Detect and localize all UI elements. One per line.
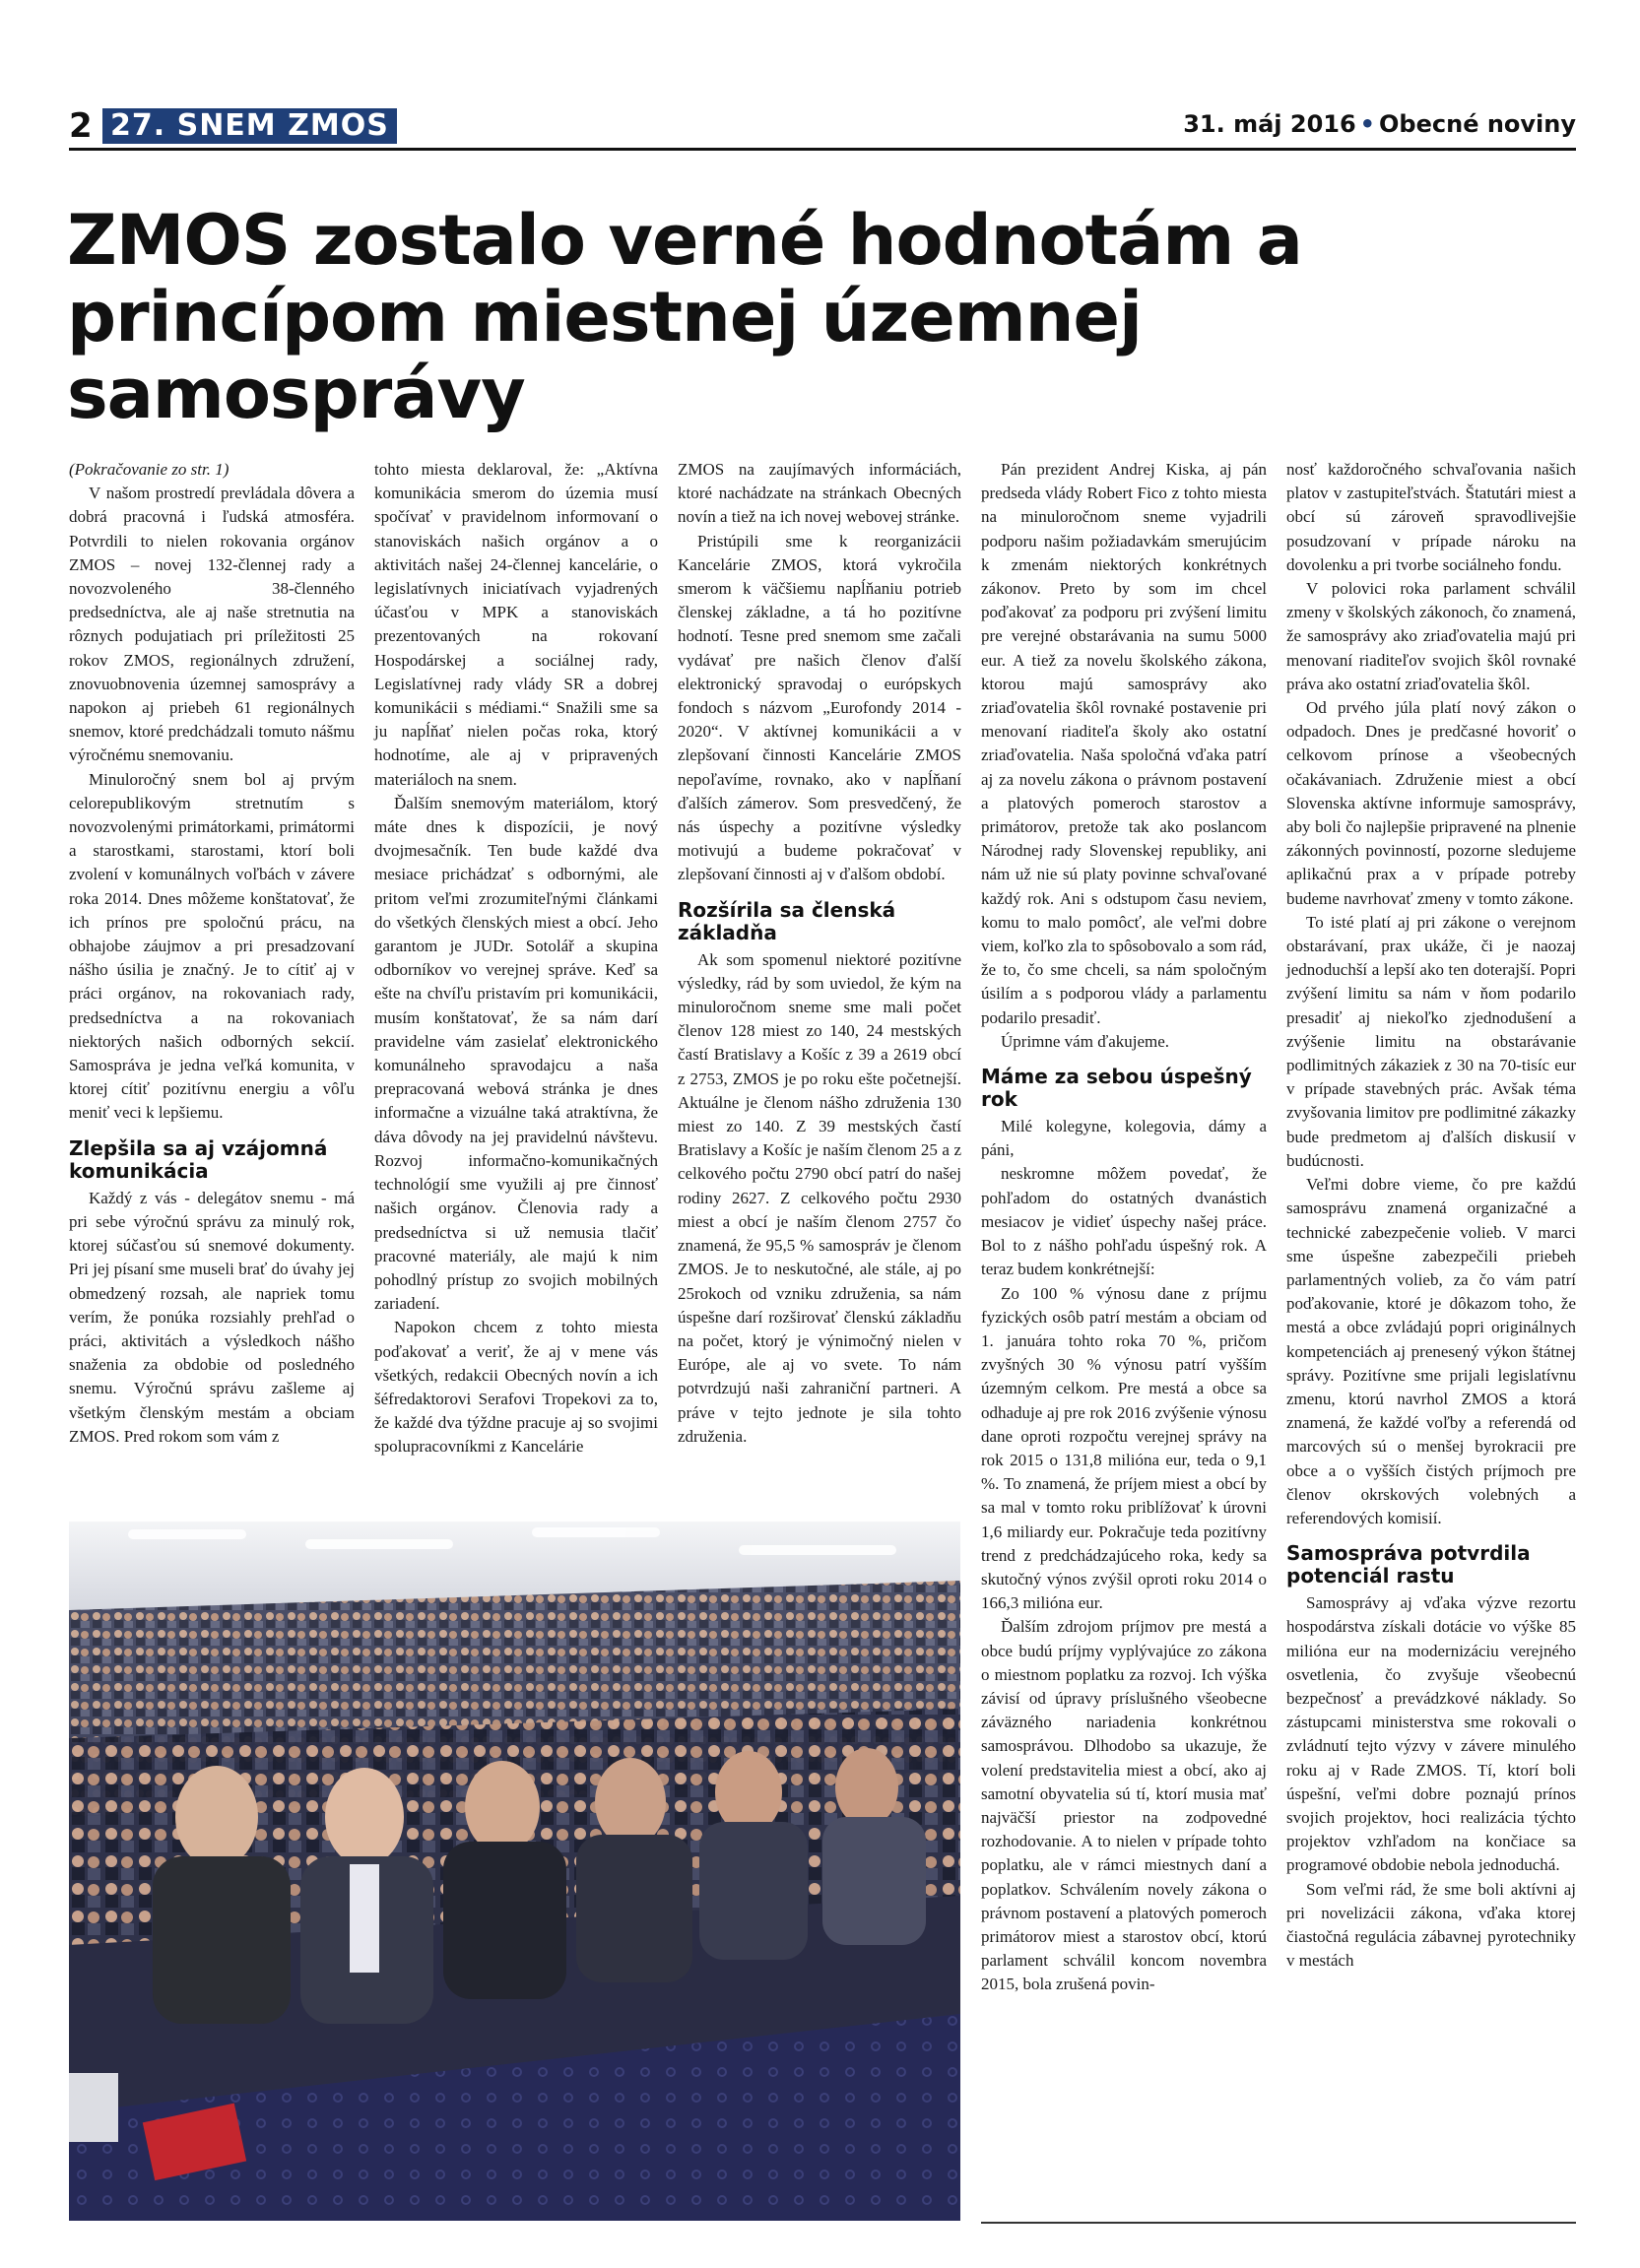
column-4 bbox=[981, 458, 1267, 1997]
subheading: Samospráva potvrdila potenciál rastu bbox=[1286, 1541, 1531, 1588]
publication-name: Obecné noviny bbox=[1379, 110, 1576, 138]
paragraph: nosť každoročného schvaľovania našich platov v zastupiteľstvách. Štatutári miest a obcí sú zároveň spravodlivejšie posudzovaní v prípade nároku na dovolenku a pri tvorbe sociálneho fondu. bbox=[1286, 460, 1576, 574]
paragraph: Pristúpili sme k reorganizácii Kancelárie ZMOS, ktorá vykročila smerom k väčšiemu napĺňaniu potrieb členskej základne, a tá ho pozitívne hodnotí. Tesne pred snemom sme začali vydávať pre našich členov ďalší elektronický spravodaj o európskych fondoch s názvom „Eurofondy 2014 - 2020“. V aktívnej komunikácii a v zlepšovaní činnosti Kancelárie ZMOS nepoľavíme, rovnako, ako v napĺňaní ďalších zámerov. Som presvedčený, že nás úspechy a pozitívne výsledky motivujú a budeme pokračovať v zlepšovaní činnosti aj v ďalšom období. bbox=[678, 531, 961, 884]
paragraph: Som veľmi rád, že sme boli aktívni aj pri novelizácii zákona, vďaka ktorej čiastočná regulácia zábavnej pyrotechniky v mestách bbox=[1286, 1879, 1576, 1971]
section-label: 27. SNEM ZMOS bbox=[102, 108, 397, 144]
paragraph: V polovici roka parlament schválil zmeny v školských zákonoch, čo znamená, že samosprávy ako zriaďovatelia majú pri menovaní riaditeľov svojich škôl rovnaké práva ako ostatní zriaďovatelia škôl. bbox=[1286, 579, 1576, 693]
paragraph: Veľmi dobre vieme, čo pre každú samosprávu znamená organizačné a technické zabezpečenie volieb. V marci sme úspešne zabezpečili priebeh parlamentných volieb, za čo vám patrí poďakovanie, ktoré je dôkazom toho, že mestá a obce zvládajú popri originálnych kompetenciách aj prenesený výkon štátnej správy. Pozitívne sme prijali legislatívnu zmenu, ktorú navrhol ZMOS a ktorá znamená, že každé voľby a referendá od marcových sú o menšej byrokracii pre obce a o vyšších čistých príjmoch pre členov okrskových volebných a referendových komisií. bbox=[1286, 1175, 1576, 1527]
column-1 bbox=[69, 458, 355, 1449]
column-3 bbox=[678, 458, 961, 1449]
paragraph: Napokon chcem z tohto miesta poďakovať a veriť, že aj v mene vás všetkých, redakcii Obecných novín a ich šéfredaktorovi Serafovi Tropekovi za to, že každé dva týždne pracuje aj so svojimi spolupracovníkmi z Kancelárie bbox=[374, 1318, 658, 1457]
paragraph: Úprimne vám ďakujeme. bbox=[1001, 1031, 1170, 1051]
paragraph: Ak som spomenul niektoré pozitívne výsledky, rád by som uviedol, že kým na minuloročnom sneme sme mali počet členov 128 miest zo 140, 24 mestských častí Bratislavy a Košíc z 39 a 2619 obcí z 2753, ZMOS je po roku ešte početnejší. Aktuálne je členom nášho združenia 130 miest zo 140. Z 39 mestských častí Bratislavy a Košíc je naším členom 25 a z celkového počtu 2790 obcí patrí do našej rodiny 2627. Z celkového počtu 2930 miest a obcí je naším členom 2757 čo znamená, že 95,5 % samospráv je členom ZMOS. Je to neskutočné, ale stále, aj po 25rokoch od vzniku združenia, sa nám úspešne darí rozširovať členskú základňu na počet, ktorý je výnimočný nielen v Európe, ale aj vo svete. To nám potvrdzujú naši zahraniční partneri. A práve v tejto jednote je sila tohto združenia. bbox=[678, 949, 961, 1446]
continuation-note: (Pokračovanie zo str. 1) bbox=[69, 460, 230, 479]
header-rule bbox=[69, 148, 1576, 151]
subheading: Zlepšila sa aj vzájomná komunikácia bbox=[69, 1135, 328, 1183]
column-5 bbox=[1286, 458, 1576, 1973]
header-dateline bbox=[1183, 110, 1576, 138]
column-2 bbox=[374, 458, 658, 1459]
page-number: 2 bbox=[69, 106, 93, 146]
article-title: ZMOS zostalo verné hodnotám a princípom miestnej územnej samosprávy bbox=[67, 200, 1302, 434]
paragraph: ZMOS na zaujímavých informáciách, ktoré nachádzate na stránkach Obecných novín a tiež na ich novej webovej stránke. bbox=[678, 460, 961, 527]
paragraph: Ďalším zdrojom príjmov pre mestá a obce budú príjmy vyplývajúce zo zákona o miestnom poplatku za rozvoj. Ich výška závisí od úpravy príslušného všeobecne záväzného nariadenia konkrétnou samosprávou. Dlhodobo sa ukazuje, že volení predstavitelia miest a obcí, ako aj samotní obyvatelia sú tí, ktorí musia mať najväčší priestor na zodpovedné rozhodovanie. A to nielen v prípade tohto poplatku, ale v rámci miestnych daní a poplatkov. Schválením novely zákona o právnom postavení a platových pomeroch primátorov miest a starostov obcí, ktorú parlament schválil koncom novembra 2015, bola zrušená povin- bbox=[981, 1617, 1267, 1994]
paragraph: Minuloročný snem bol aj prvým celorepublikovým stretnutím s novozvolenými primátorkami, primátormi a starostkami, starostami, ktorí boli zvolení v komunálnych voľbách v závere roka 2014. Dnes môžeme konštatovať, že ich prínos pre spoločnú prácu, na obhajobe záujmov a pri presadzovaní nášho úsilia je značný. Je to cítiť aj v práci orgánov, na rokovaniach rady, predsedníctva a na rokovaniach niektorých našich odborných sekcií. Samospráva je jedna veľká komunita, v ktorej cítiť pozitívnu energiu a vôľu meniť veci k lepšiemu. bbox=[69, 769, 355, 1123]
column-bottom-rule bbox=[981, 2222, 1576, 2224]
photo-illustration bbox=[69, 1522, 960, 2221]
subheading: Rozšírila sa členská základňa bbox=[678, 897, 896, 944]
paragraph: Samosprávy aj vďaka výzve rezortu hospodárstva získali dotácie vo výške 85 milióna eur na modernizáciu verejného osvetlenia, čo zvyšuje všeobecnú bezpečnosť a prevádzkové náklady. So zástupcami ministerstva sme rokovali o zvládnutí tejto výzvy v závere minulého roku aj v Rade ZMOS. Tí, ktorí boli úspešní, veľmi dobre poznajú prínos svojich projektov, hoci realizácia týchto projektov vzhľadom na končiace sa programové obdobie nebola jednoduchá. bbox=[1286, 1593, 1576, 1875]
paragraph: Zo 100 % výnosu dane z príjmu fyzických osôb patrí mestám a obciam od 1. januára tohto roka 70 %, pričom zvyšných 30 % výnosu patrí vyšším územným celkom. Pre mestá a obce sa odhaduje aj pre rok 2016 zvýšenie výnosu dane oproti rozpočtu verejnej správy na rok 2015 o 131,8 milióna eur, teda o 9,1 %. To znamená, že príjem miest a obcí by sa mal v tomto roku priblížovať k úrovni 1,6 miliardy eur. Pokračuje teda pozitívny trend z predchádzajúceho roka, kedy sa skutočný výnos zvýšil oproti roku 2014 o 166,3 milióna eur. bbox=[981, 1283, 1267, 1613]
issue-date: 31. máj 2016 bbox=[1183, 110, 1356, 138]
page-header bbox=[69, 106, 1576, 146]
bullet-separator: • bbox=[1359, 110, 1376, 138]
paragraph: To isté platí aj pri zákone o verejnom obstarávaní, prax ukáže, či je naozaj jednoduchší a lepší ako ten doterajší. Popri zvýšení limitu sa nám v ňom podarilo presadiť aj niekoľko zjednodušení a zvýšenie limitu na obstarávanie podlimitných zákaziek z 30 na 70-tisíc eur v prípade stavebných prác. Avšak téma zvyšovania limitov pre podlimitné zákazky bude predmetom aj ďalších diskusií v budúcnosti. bbox=[1286, 912, 1576, 1170]
paragraph: Ďalším snemovým materiálom, ktorý máte dnes k dispozícii, je nový dvojmesačník. Ten bude každé dva mesiace prichádzať s odbornými, ale pritom veľmi zrozumiteľnými článkami do všetkých členských miest a obcí. Jeho garantom je JUDr. Sotolář a skupina odborníkov vo verejnej správe. Keď sa ešte na chvíľu pristavím pri komunikácii, musím konštatovať, že sa nám darí pravidelne vám zasielať elektronického komunálneho spravodajcu a naša prepracovaná webová stránka je dnes informačne a vizuálne taká atraktívna, že dáva dôvody na jej pravidelnú návštevu. Rozvoj informačno-komunikačných technológií sme využili aj pre činnosť našich orgánov. Členovia rady a predsedníctva si už nemusia tlačiť pracovné materiály, ale majú k nim pohodlný prístup zo svojich mobilných zariadení. bbox=[374, 793, 658, 1314]
paragraph: Od prvého júla platí nový zákon o odpadoch. Dnes je predčasné hovoriť o celkovom prínose a všeobecných očakávaniach. Združenie miest a obcí Slovenska aktívne informuje samosprávy, aby boli čo najlepšie pripravené na plnenie zákonných povinností, pozorne sledujeme aplikačnú prax a v prípade potreby budeme navrhovať zmeny v tomto zákone. bbox=[1286, 698, 1576, 908]
paragraph: tohto miesta deklaroval, že: „Aktívna komunikácia smerom do územia musí spočívať v pravidelnom informovaní o stanoviskách našich orgánov a o aktivitách našej 24-člennej kancelárie, o legislatívnych iniciatívach vyjadrených účasťou v MPK a stanoviskách prezentovaných na rokovaní Hospodárskej a sociálnej rady, Legislatívnej rady vlády SR a dobrej komunikácii s médiami.“ Snažili sme sa ju napĺňať nielen počas roka, ktorý hodnotíme, ale aj v pripravených materiáloch na snem. bbox=[374, 460, 658, 789]
paragraph: Každý z vás - delegátov snemu - má pri sebe výročnú správu za minulý rok, ktorej súčasťou sú snemové dokumenty. Pri jej písaní sme museli brať do úvahy jej obmedzený rozsah, ale napriek tomu verím, že ponúka rozsiahly prehľad o práci, aktivitách a výsledkoch nášho snaženia za obdobie od posledného snemu. Výročnú správu zašleme aj všetkým členským mestám a obciam ZMOS. Pred rokom som vám z bbox=[69, 1188, 355, 1446]
paragraph: Pán prezident Andrej Kiska, aj pán predseda vlády Robert Fico z tohto miesta na minuloročnom sneme vyjadrili podporu našim požiadavkám smerujúcim k zmenám niektorých konkrétnych zákonov. Preto by som im chcel poďakovať za podporu pri zvýšení limitu pre verejné obstarávania na sumu 5000 eur. A tiež za novelu školského zákona, ktorou majú samosprávy ako zriaďovatelia škôl rovnaké postavenie pri menovaní riaditeľa školy ako ostatní zriaďovatelia. Naša spoločná vďaka patrí aj za novelu zákona o právnom postavení a platových pomeroch starostov a primátorov, pretože tak ako poslancom Národnej rady Slovenskej republiky, ani nám už nie sú platy povinne schvaľované každý rok. Ani s odstupom času neviem, komu to malo pomôcť, ale veľmi dobre viem, koľko zla to spôsobovalo a som rád, že to, čo sme chceli, sa nám spoločným úsilím a s podporou vlády a parlamentu podarilo presadiť. bbox=[981, 460, 1267, 1027]
subheading: Máme za sebou úspešný rok bbox=[981, 1065, 1252, 1112]
congress-audience-photo bbox=[69, 1522, 960, 2221]
paragraph: V našom prostredí prevládala dôvera a dobrá pracovná i ľudská atmosféra. Potvrdili to nielen rokovania orgánov ZMOS – novej 132-člennej rady a novozvoleného 38-členného predsedníctva, ale aj naše stretnutia na rôznych podujatiach pri príležitosti 25 rokov ZMOS, regionálnych združení, znovuobnovenia územnej samosprávy a napokon aj priebeh 61 regionálnych snemov, ktoré predchádzali tomuto nášmu výročnému snemovaniu. bbox=[69, 484, 355, 765]
paragraph: neskromne môžem povedať, že pohľadom do ostatných dvanástich mesiacov je vidieť úspechy našej práce. Bol to z nášho pohľadu úspešný rok. A teraz budem konkrétnejší: bbox=[981, 1164, 1267, 1279]
paragraph: Milé kolegyne, kolegovia, dámy a páni, bbox=[981, 1117, 1267, 1160]
